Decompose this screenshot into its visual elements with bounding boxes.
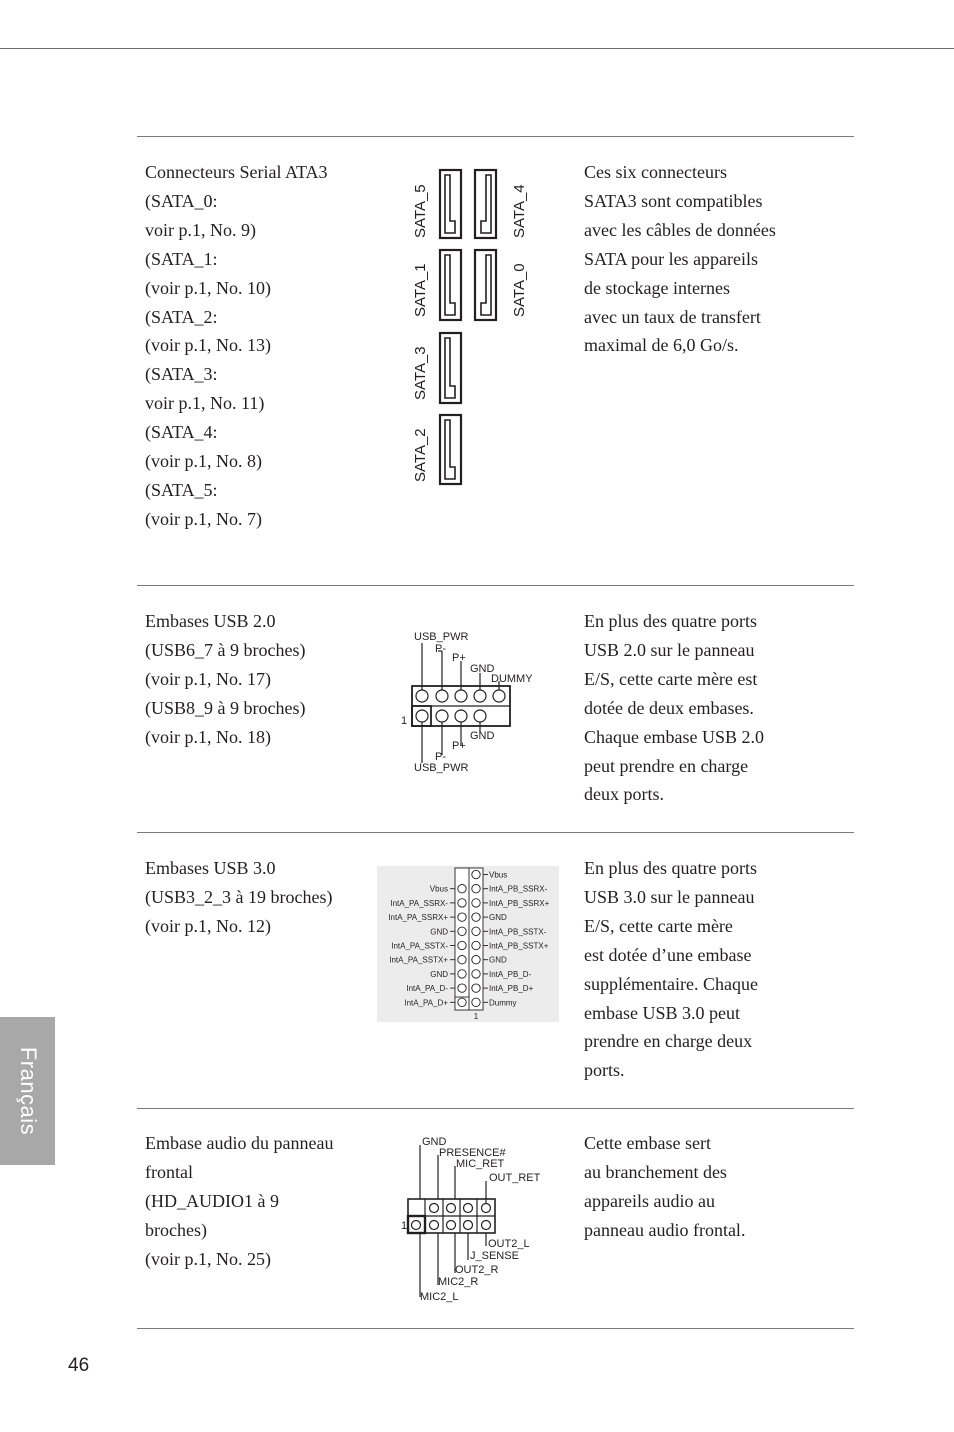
usb3-pin-label: Dummy <box>489 998 517 1008</box>
sata4-label: SATA_4 <box>511 184 528 238</box>
text-line: Chaque embase USB 2.0 <box>584 726 764 747</box>
gnd-label: GND <box>470 663 495 675</box>
p-plus-label: P+ <box>452 652 466 664</box>
text-line: En plus des quatre ports <box>584 611 757 631</box>
text-line: (SATA_5: <box>145 479 218 500</box>
text-line: (SATA_4: <box>145 422 218 443</box>
usb-pwr-label: USB_PWR <box>414 762 469 774</box>
text-line: (USB3_2_3 à 19 broches) <box>145 886 333 907</box>
text-line: USB 2.0 sur le panneau <box>584 639 755 660</box>
dummy-label: DUMMY <box>491 673 533 685</box>
text-line: (USB8_9 à 9 broches) <box>145 697 306 718</box>
text-line: (voir p.1, No. 8) <box>145 451 262 472</box>
sata2-label: SATA_2 <box>412 428 429 482</box>
usb3-pin-label: IntA_PB_SSRX+ <box>489 898 550 908</box>
text-line: (voir p.1, No. 13) <box>145 335 271 356</box>
usb3-pin-label: Vbus <box>489 870 508 880</box>
p-minus-label: P- <box>435 751 446 763</box>
language-side-tab <box>0 1017 55 1165</box>
sata-connectors-diagram <box>400 160 540 490</box>
audio-explanation <box>584 1129 824 1245</box>
usb3-pin-label: Vbus <box>429 884 448 894</box>
sata-description <box>145 158 365 534</box>
usb3-pin-label: GND <box>430 969 448 979</box>
text-line: supplémentaire. Chaque <box>584 973 758 994</box>
text-line: (voir p.1, No. 10) <box>145 277 271 298</box>
usb-pwr-label: USB_PWR <box>414 631 469 643</box>
text-line: (voir p.1, No. 7) <box>145 508 262 529</box>
usb3-pin-label: GND <box>489 913 507 923</box>
usb2-description <box>145 607 365 752</box>
section-divider <box>137 136 854 137</box>
section-divider <box>137 832 854 833</box>
text-line: SATA pour les appareils <box>584 248 759 269</box>
usb3-pin-label: IntA_PA_SSTX- <box>391 941 448 951</box>
usb3-pin-label: IntA_PA_D+ <box>404 998 448 1008</box>
text-line: Embases USB 3.0 <box>145 858 276 878</box>
text-line: (SATA_1: <box>145 248 218 269</box>
text-line: dotée de deux embases. <box>584 697 754 718</box>
text-line: Cette embase sert <box>584 1133 711 1153</box>
usb2-explanation <box>584 607 824 809</box>
section-divider <box>137 1108 854 1109</box>
out2-r-label: OUT2_R <box>455 1264 499 1276</box>
audio-header-diagram <box>398 1133 548 1305</box>
text-line: prendre en charge deux <box>584 1031 753 1052</box>
text-line: voir p.1, No. 11) <box>145 393 265 414</box>
usb3-pin-label: IntA_PB_SSRX- <box>489 884 548 894</box>
text-line: (voir p.1, No. 17) <box>145 668 271 689</box>
usb3-description <box>145 854 365 941</box>
text-line: (voir p.1, No. 18) <box>145 726 271 747</box>
sata-explanation <box>584 158 824 360</box>
audio-description <box>145 1129 365 1274</box>
text-line: de stockage internes <box>584 277 730 298</box>
text-line: E/S, cette carte mère est <box>584 668 758 689</box>
text-line: broches) <box>145 1219 207 1240</box>
usb3-pin-label: IntA_PB_D- <box>489 969 532 979</box>
text-line: USB 3.0 sur le panneau <box>584 886 755 907</box>
mic-ret-label: MIC_RET <box>456 1158 505 1170</box>
text-line: (USB6_7 à 9 broches) <box>145 639 306 660</box>
text-line: avec les câbles de données <box>584 219 776 240</box>
text-line: maximal de 6,0 Go/s. <box>584 335 739 356</box>
text-line: embase USB 3.0 peut <box>584 1002 740 1023</box>
text-line: (SATA_2: <box>145 306 218 327</box>
sata1-label: SATA_1 <box>412 263 429 317</box>
text-line: voir p.1, No. 9) <box>145 219 256 240</box>
text-line: Connecteurs Serial ATA3 <box>145 162 328 182</box>
sata5-label: SATA_5 <box>412 184 429 238</box>
text-line: appareils audio au <box>584 1190 715 1211</box>
text-line: (voir p.1, No. 25) <box>145 1248 271 1269</box>
text-line: (voir p.1, No. 12) <box>145 915 271 936</box>
text-line: Ces six connecteurs <box>584 162 727 182</box>
section-divider <box>137 585 854 586</box>
text-line: peut prendre en charge <box>584 755 749 776</box>
out-ret-label: OUT_RET <box>489 1172 541 1184</box>
text-line: En plus des quatre ports <box>584 858 757 878</box>
usb2-header-diagram <box>395 625 555 780</box>
text-line: au branchement des <box>584 1161 727 1182</box>
usb3-header-diagram <box>377 866 559 1022</box>
p-plus-label: P+ <box>452 740 466 752</box>
text-line: (HD_AUDIO1 à 9 <box>145 1190 279 1211</box>
j-sense-label: J_SENSE <box>470 1250 519 1262</box>
text-line: deux ports. <box>584 784 664 805</box>
usb3-pin-label: GND <box>489 955 507 965</box>
language-label: Français <box>15 1046 41 1136</box>
usb3-pin-label: IntA_PA_D- <box>406 984 448 994</box>
text-line: est dotée d’une embase <box>584 944 752 965</box>
section-divider <box>137 1328 854 1329</box>
usb3-pin-label: IntA_PB_D+ <box>489 984 534 994</box>
pin1-label: 1 <box>473 1012 479 1021</box>
usb3-pin-label: IntA_PA_SSRX- <box>390 898 448 908</box>
usb3-pin-label: IntA_PB_SSTX- <box>489 927 547 937</box>
mic2-l-label: MIC2_L <box>420 1291 459 1303</box>
mic2-r-label: MIC2_R <box>438 1276 479 1288</box>
text-line: (SATA_3: <box>145 364 218 385</box>
usb3-pin-label: IntA_PA_SSRX+ <box>388 913 448 923</box>
usb3-pin-label: GND <box>430 927 448 937</box>
header-rule <box>0 48 954 49</box>
text-line: (SATA_0: <box>145 190 218 211</box>
usb3-explanation <box>584 854 824 1085</box>
usb3-pin-label: IntA_PA_SSTX+ <box>389 955 448 965</box>
text-line: E/S, cette carte mère <box>584 915 733 936</box>
presence-label: PRESENCE# <box>439 1147 506 1159</box>
pin1-label: 1 <box>401 1220 408 1232</box>
gnd-label: GND <box>422 1136 447 1148</box>
text-line: avec un taux de transfert <box>584 306 761 327</box>
text-line: Embases USB 2.0 <box>145 611 276 631</box>
pin1-label: 1 <box>401 715 408 727</box>
out2-l-label: OUT2_L <box>488 1238 530 1250</box>
text-line: SATA3 sont compatibles <box>584 190 763 211</box>
sata3-label: SATA_3 <box>412 346 429 400</box>
text-line: ports. <box>584 1060 625 1081</box>
sata0-label: SATA_0 <box>511 263 528 317</box>
text-line: Embase audio du panneau <box>145 1133 334 1153</box>
gnd-label: GND <box>470 730 495 742</box>
usb3-pin-label: IntA_PB_SSTX+ <box>489 941 549 951</box>
text-line: frontal <box>145 1161 193 1182</box>
text-line: panneau audio frontal. <box>584 1219 746 1240</box>
page-number: 46 <box>68 1355 90 1376</box>
p-minus-label: P- <box>435 643 446 655</box>
